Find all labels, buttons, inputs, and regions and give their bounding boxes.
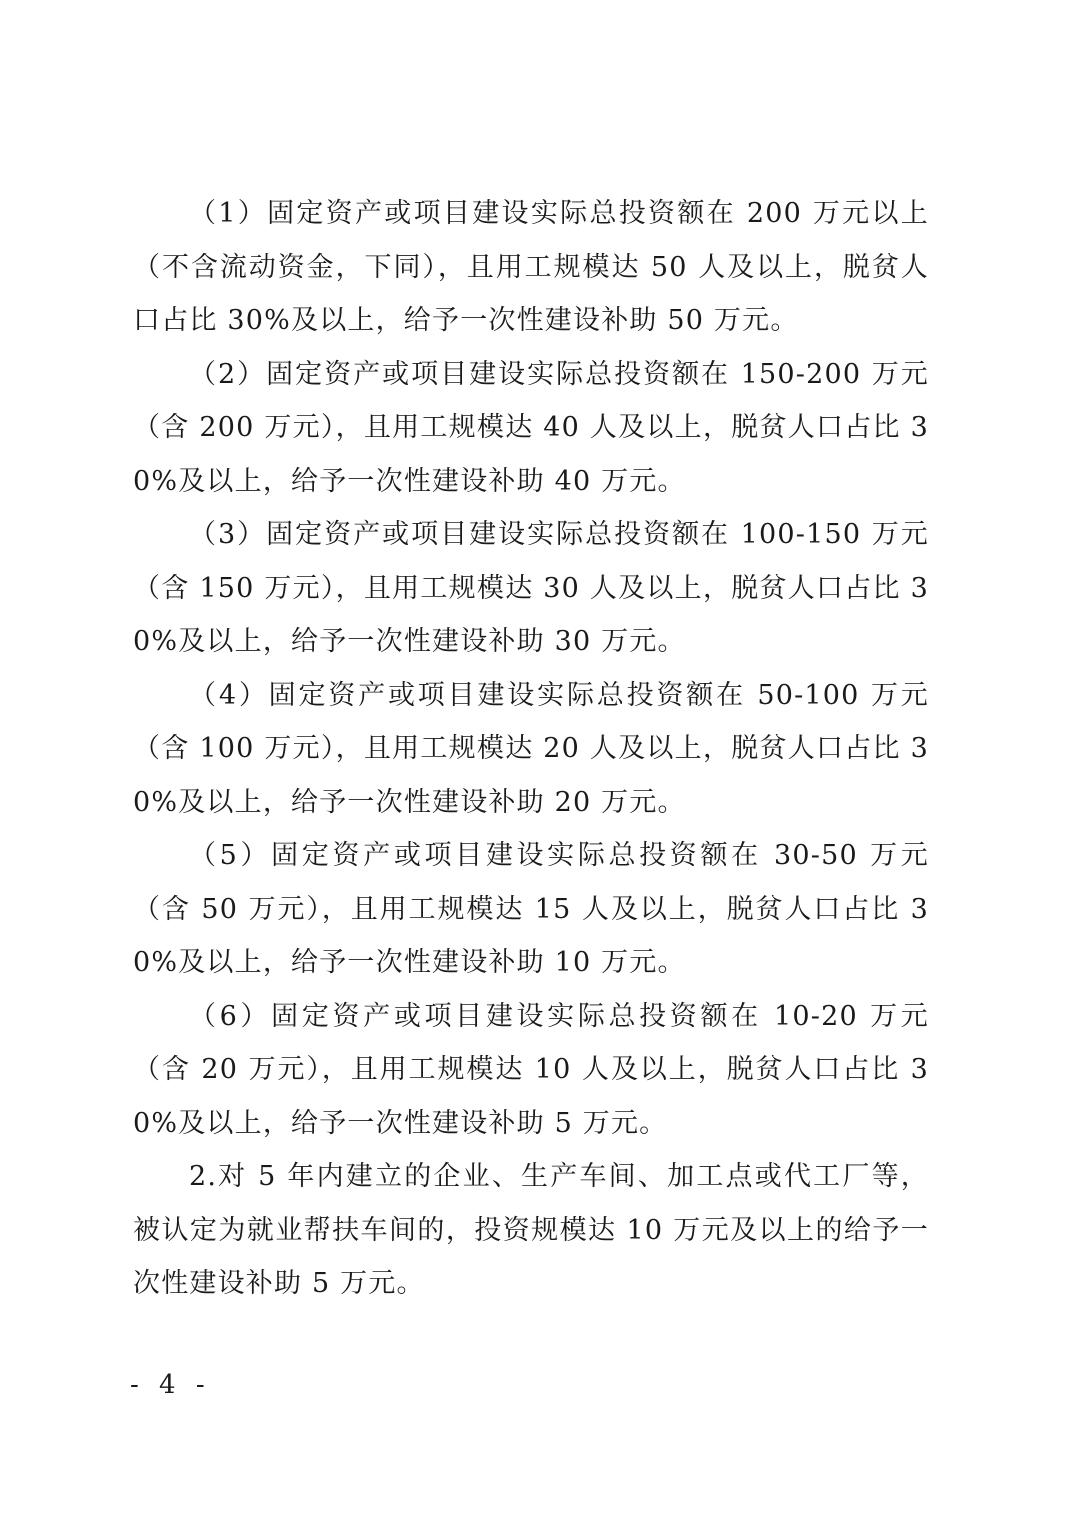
- paragraph-subsidy-5: （5）固定资产或项目建设实际总投资额在 30-50 万元（含 50 万元），且用工规模达 15 人及以上，脱贫人口占比 30%及以上，给予一次性建设补助 10 万元。: [133, 840, 929, 978]
- page-number: - 4 -: [130, 1370, 211, 1400]
- paragraph-subsidy-1: （1）固定资产或项目建设实际总投资额在 200 万元以上（不含流动资金，下同），且用工规模达 50 人及以上，脱贫人口占比 30%及以上，给予一次性建设补助 50 万元。: [133, 198, 929, 336]
- paragraph-subsidy-2: （2）固定资产或项目建设实际总投资额在 150-200 万元（含 200 万元），且用工规模达 40 人及以上，脱贫人口占比 30%及以上，给予一次性建设补助 40 万元。: [133, 358, 929, 497]
- paragraph-subsidy-6: （6）固定资产或项目建设实际总投资额在 10-20 万元（含 20 万元），且用工规模达 10 人及以上，脱贫人口占比 30%及以上，给予一次性建设补助 5 万元。: [133, 1000, 929, 1139]
- paragraph-subsidy-3: （3）固定资产或项目建设实际总投资额在 100-150 万元（含 150 万元），且用工规模达 30 人及以上，脱贫人口占比 30%及以上，给予一次性建设补助 30 万元。: [133, 519, 929, 657]
- paragraph-item-2: 2.对 5 年内建立的企业、生产车间、加工点或代工厂等，被认定为就业帮扶车间的，投资规模达 10 万元及以上的给予一次性建设补助 5 万元。: [133, 1161, 929, 1299]
- paragraph-subsidy-4: （4）固定资产或项目建设实际总投资额在 50-100 万元（含 100 万元），且用工规模达 20 人及以上，脱贫人口占比 30%及以上，给予一次性建设补助 20 万元。: [133, 679, 929, 818]
- document-body: [133, 187, 929, 1311]
